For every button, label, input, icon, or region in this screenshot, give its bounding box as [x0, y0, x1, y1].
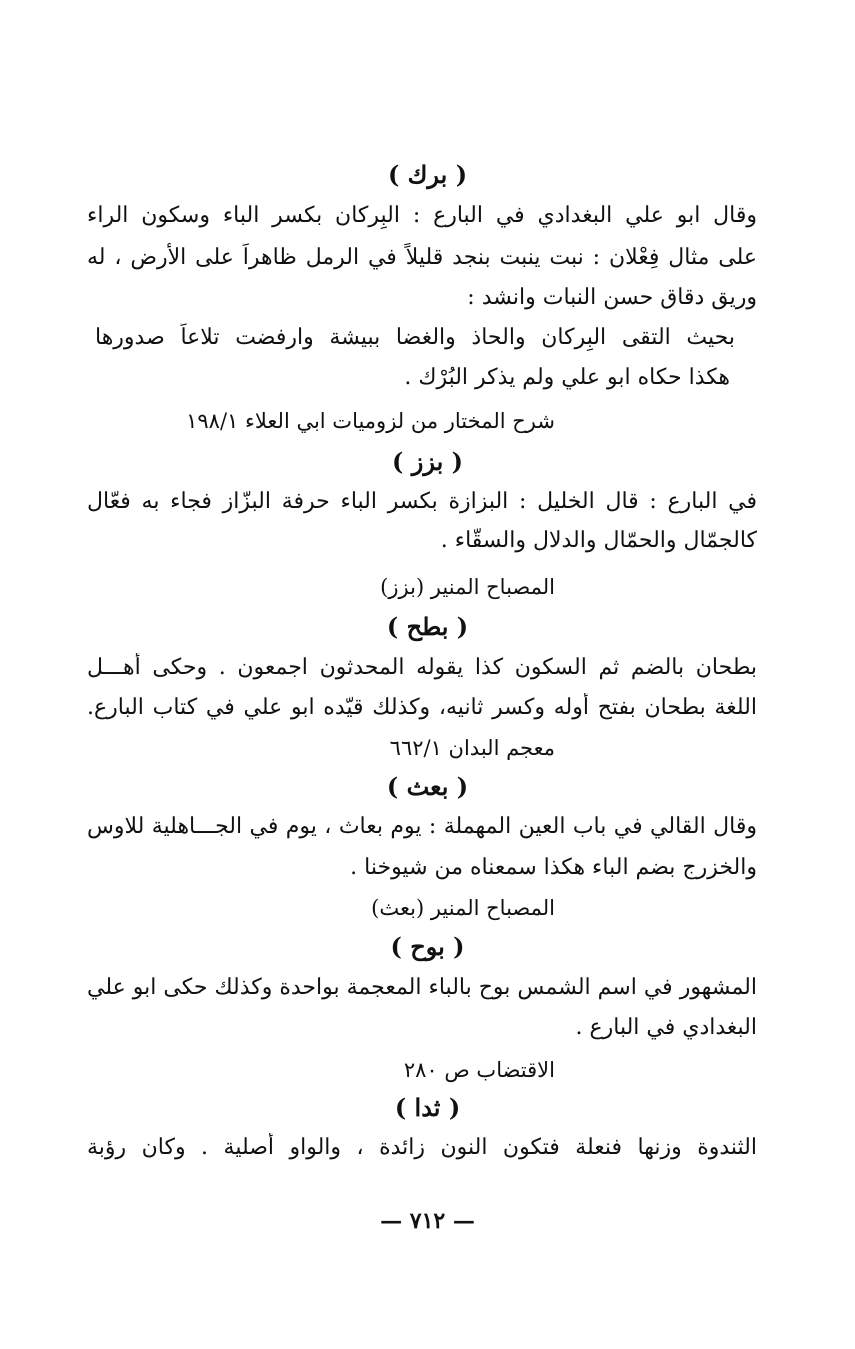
entry-heading-batah: ( بطح ) — [386, 612, 469, 641]
entry-text-line: بطحان بالضم ثم السكون كذا يقوله المحدثون اجمعون . وحكى أهـــل — [87, 655, 757, 680]
poem-verse-line: بحيث التقى البِركان والحاذ والغضا ببيشة وارفضت تلاعاً صدورها — [95, 325, 735, 350]
entry-text-line: والخزرج بضم الباء هكذا سمعناه من شيوخنا . — [350, 855, 757, 880]
entry-text-line: في البارع : قال الخليل : البزازة بكسر الباء حرفة البزّاز فجاء به فعّال — [87, 489, 757, 514]
entry-text-line: وقال ابو علي البغدادي في البارع : البِركان بكسر الباء وسكون الراء — [87, 203, 757, 228]
entry-text-line: هكذا حكاه ابو علي ولم يذكر البُرْك . — [404, 365, 730, 390]
entry-heading-thada: ( ثدا ) — [394, 1093, 461, 1122]
source-citation: الاقتضاب ص ٢٨٠ — [403, 1058, 555, 1082]
entry-text-line: على مثال فِعْلان : نبت ينبت بنجد قليلاً في الرمل ظاهراً على الأرض ، له — [87, 245, 757, 270]
entry-text-line: وريق دقاق حسن النبات وانشد : — [467, 285, 757, 310]
page-number: — ٧١٢ — — [380, 1208, 475, 1234]
entry-text-line: المشهور في اسم الشمس بوح بالباء المعجمة بواحدة وكذلك حكى ابو علي — [87, 975, 757, 1000]
source-citation: المصباح المنير (بزز) — [380, 575, 555, 599]
entry-text-line: الثندوة وزنها فنعلة فتكون النون زائدة ، والواو أصلية . وكان رؤبة — [87, 1135, 757, 1160]
entry-text-line: البغدادي في البارع . — [575, 1015, 757, 1040]
source-citation: شرح المختار من لزوميات ابي العلاء ١٩٨/١ — [186, 409, 555, 433]
entry-text-line: كالجمّال والحمّال والدلال والسقّاء . — [440, 528, 757, 553]
entry-text-line: وقال القالي في باب العين المهملة : يوم بعاث ، يوم في الجـــاهلية للاوس — [87, 814, 757, 839]
source-citation: معجم البدان ٦٦٢/١ — [389, 736, 555, 760]
entry-heading-burk: ( برك ) — [387, 160, 468, 189]
source-citation: المصباح المنير (بعث) — [371, 896, 555, 920]
entry-heading-bawh: ( بوح ) — [390, 932, 465, 961]
entry-text-line: اللغة بطحان بفتح أوله وكسر ثانيه، وكذلك قيّده ابو علي في كتاب البارع. — [87, 695, 757, 720]
entry-heading-baath: ( بعث ) — [386, 772, 469, 801]
entry-heading-bazz: ( بزز ) — [392, 447, 463, 476]
